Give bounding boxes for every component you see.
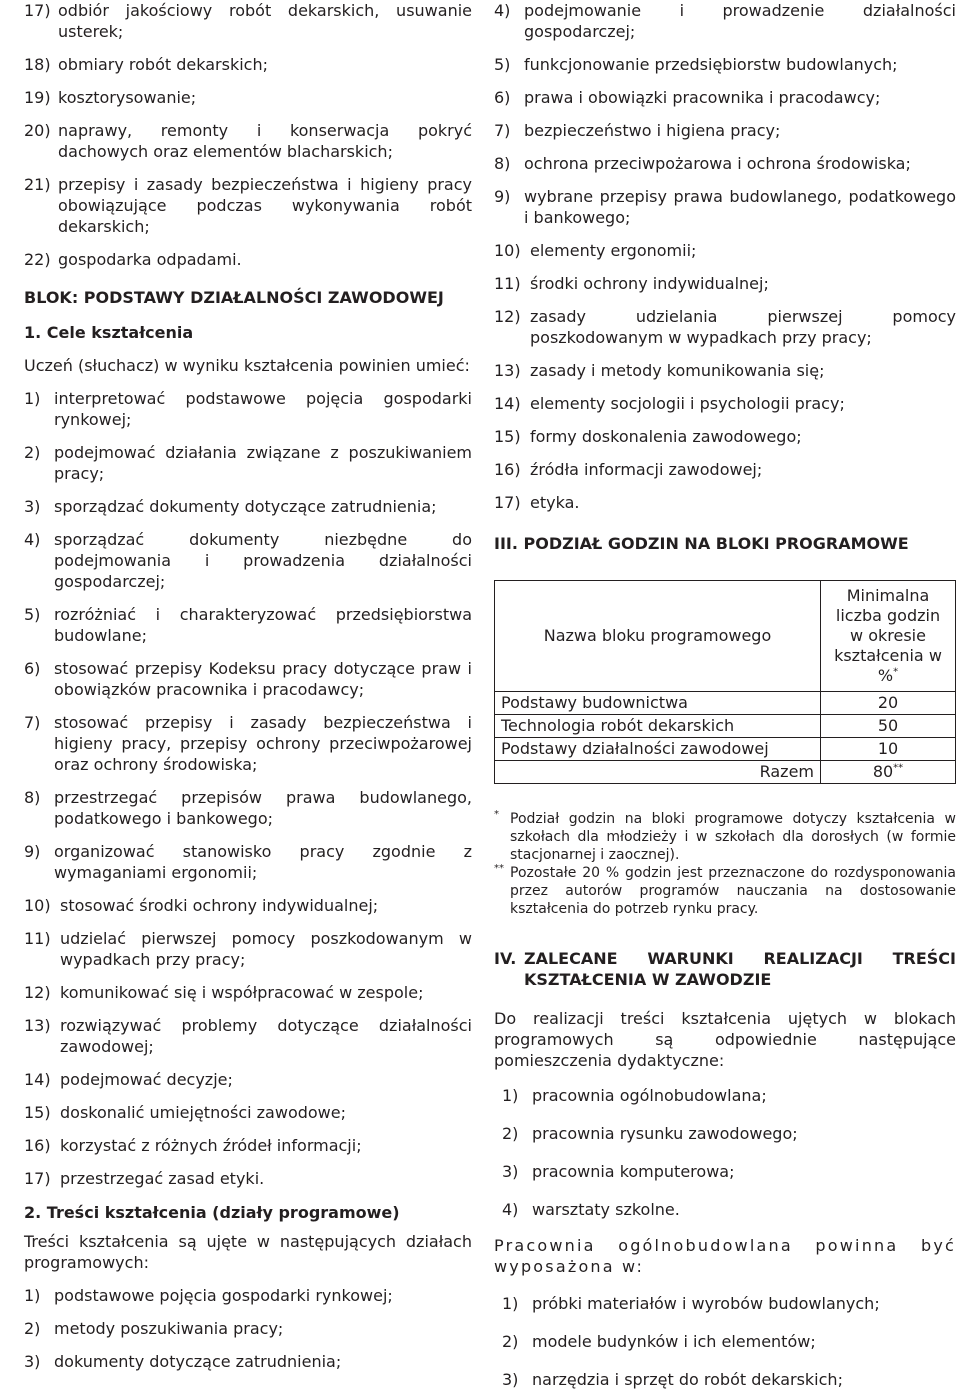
list-item: 9) wybrane przepisy prawa budowlanego, podatkowego i bankowego; [494, 187, 956, 227]
table-total-label: Razem [495, 761, 821, 784]
list-item: 2) modele budynków i ich elementów; [502, 1332, 816, 1351]
hours-table [494, 580, 956, 784]
left-column [24, 0, 472, 1372]
footnote: * Podział godzin na bloki programowe dotyczy kształcenia w szkołach dla młodzieży i w szkołach dla dorosłych (w formie stacjonarnej i zaocznej). [494, 809, 956, 863]
list-item: 6) stosować przepisy Kodeksu pracy dotyczące praw i obowiązków pracownika i pracodawcy; [24, 659, 472, 699]
list-item: 10) stosować środki ochrony indywidualnej; [24, 896, 379, 915]
goals-list [24, 388, 472, 1189]
topics-list [24, 0, 472, 270]
block-heading: BLOK: PODSTAWY DZIAŁALNOŚCI ZAWODOWEJ [24, 288, 444, 307]
list-item: 17) etyka. [494, 493, 580, 512]
equip-list [494, 1293, 956, 1390]
list-item: 17) odbiór jakościowy robót dekarskich, usuwanie usterek; [24, 1, 472, 41]
list-item: 5) rozróżniać i charakteryzować przedsiębiorstwa budowlane; [24, 605, 472, 645]
list-item: 15) formy doskonalenia zawodowego; [494, 427, 802, 446]
table-cell-name: Technologia robót dekarskich [495, 715, 821, 738]
equip-intro: Pracownia ogólnobudowlana powinna być wyposażona w: [494, 1236, 956, 1276]
list-item: 16) źródła informacji zawodowej; [494, 460, 763, 479]
list-item: 1) próbki materiałów i wyrobów budowlanych; [502, 1294, 880, 1313]
table-cell-name: Podstawy działalności zawodowej [495, 738, 821, 761]
topics-list-continued [494, 0, 956, 513]
table-header-hours: Minimalna liczba godzin w okresie kształcenia w %* [821, 581, 956, 692]
section-4-heading: IV. ZALECANE WARUNKI REALIZACJI TREŚCI KSZTAŁCENIA W ZAWODZIE [494, 949, 956, 989]
list-item: 14) podejmować decyzje; [24, 1070, 233, 1089]
right-column [494, 0, 956, 1390]
table-cell-name: Podstawy budownictwa [495, 692, 821, 715]
list-item: 10) elementy ergonomii; [494, 241, 697, 260]
list-item: 1) pracownia ogólnobudowlana; [502, 1086, 767, 1105]
list-item: 16) korzystać z różnych źródeł informacji; [24, 1136, 362, 1155]
list-item: 7) stosować przepisy i zasady bezpieczeństwa i higieny pracy, przepisy ochrony przeciwpożarowej oraz ochrony środowiska; [24, 713, 472, 774]
list-item: 21) przepisy i zasady bezpieczeństwa i higieny pracy obowiązujące podczas wykonywania robót dekarskich; [24, 175, 472, 236]
list-item: 7) bezpieczeństwo i higiena pracy; [494, 121, 781, 140]
list-item: 11) środki ochrony indywidualnej; [494, 274, 769, 293]
list-item: 4) podejmowanie i prowadzenie działalności gospodarczej; [494, 1, 956, 41]
table-header-row [495, 581, 956, 692]
list-item: 8) przestrzegać przepisów prawa budowlanego, podatkowego i bankowego; [24, 788, 472, 828]
section-4-intro: Do realizacji treści kształcenia ujętych w blokach programowych są odpowiednie następujące pomieszczenia dydaktyczne: [494, 1009, 956, 1070]
list-item: 20) naprawy, remonty i konserwacja pokryć dachowych oraz elementów blacharskich; [24, 121, 472, 161]
list-item: 5) funkcjonowanie przedsiębiorstw budowlanych; [494, 55, 898, 74]
list-item: 3) sporządzać dokumenty dotyczące zatrudnienia; [24, 497, 437, 516]
list-item: 3) narzędzia i sprzęt do robót dekarskich; [502, 1370, 843, 1389]
table-total-row [495, 761, 956, 784]
list-item: 9) organizować stanowisko pracy zgodnie z wymaganiami ergonomii; [24, 842, 472, 882]
list-item: 17) przestrzegać zasad etyki. [24, 1169, 265, 1188]
list-item: 12) zasady udzielania pierwszej pomocy poszkodowanym w wypadkach przy pracy; [494, 307, 956, 347]
list-item: 4) sporządzać dokumenty niezbędne do podejmowania i prowadzenia działalności gospodarczej; [24, 530, 472, 591]
table-total-value: 80** [821, 761, 956, 784]
rooms-list [494, 1085, 956, 1220]
content-list [24, 1285, 472, 1372]
list-item: 1) interpretować podstawowe pojęcia gospodarki rynkowej; [24, 389, 472, 429]
list-item: 3) pracownia komputerowa; [502, 1162, 735, 1181]
list-item: 4) warsztaty szkolne. [502, 1200, 680, 1219]
list-item: 13) rozwiązywać problemy dotyczące działalności zawodowej; [24, 1016, 472, 1056]
list-item: 19) kosztorysowanie; [24, 88, 197, 107]
content-heading: 2. Treści kształcenia (działy programowe) [24, 1203, 400, 1222]
list-item: 2) metody poszukiwania pracy; [24, 1319, 284, 1338]
table-cell-value: 10 [821, 738, 956, 761]
footnotes [494, 810, 956, 918]
goals-intro: Uczeń (słuchacz) w wyniku kształcenia powinien umieć: [24, 356, 470, 375]
content-intro: Treści kształcenia są ujęte w następujących działach programowych: [24, 1232, 472, 1272]
list-item: 2) pracownia rysunku zawodowego; [502, 1124, 798, 1143]
table-cell-value: 20 [821, 692, 956, 715]
list-item: 1) podstawowe pojęcia gospodarki rynkowej; [24, 1286, 393, 1305]
table-row [495, 715, 956, 738]
list-item: 13) zasady i metody komunikowania się; [494, 361, 825, 380]
table-header-name: Nazwa bloku programowego [495, 581, 821, 692]
list-item: 14) elementy socjologii i psychologii pracy; [494, 394, 845, 413]
list-item: 8) ochrona przeciwpożarowa i ochrona środowiska; [494, 154, 911, 173]
list-item: 12) komunikować się i współpracować w zespole; [24, 983, 424, 1002]
footnote: ** Pozostałe 20 % godzin jest przeznaczone do rozdysponowania przez autorów programów nauczania na dostosowanie kształcenia do potrzeb rynku pracy. [494, 863, 956, 917]
list-item: 18) obmiary robót dekarskich; [24, 55, 268, 74]
list-item: 6) prawa i obowiązki pracownika i pracodawcy; [494, 88, 881, 107]
list-item: 15) doskonalić umiejętności zawodowe; [24, 1103, 346, 1122]
list-item: 11) udzielać pierwszej pomocy poszkodowanym w wypadkach przy pracy; [24, 929, 472, 969]
list-item: 3) dokumenty dotyczące zatrudnienia; [24, 1352, 342, 1371]
goals-heading: 1. Cele kształcenia [24, 323, 194, 342]
table-row [495, 738, 956, 761]
section-3-heading: III. PODZIAŁ GODZIN NA BLOKI PROGRAMOWE [494, 534, 909, 553]
list-item: 2) podejmować działania związane z poszukiwaniem pracy; [24, 443, 472, 483]
table-cell-value: 50 [821, 715, 956, 738]
table-row [495, 692, 956, 715]
list-item: 22) gospodarka odpadami. [24, 250, 242, 269]
